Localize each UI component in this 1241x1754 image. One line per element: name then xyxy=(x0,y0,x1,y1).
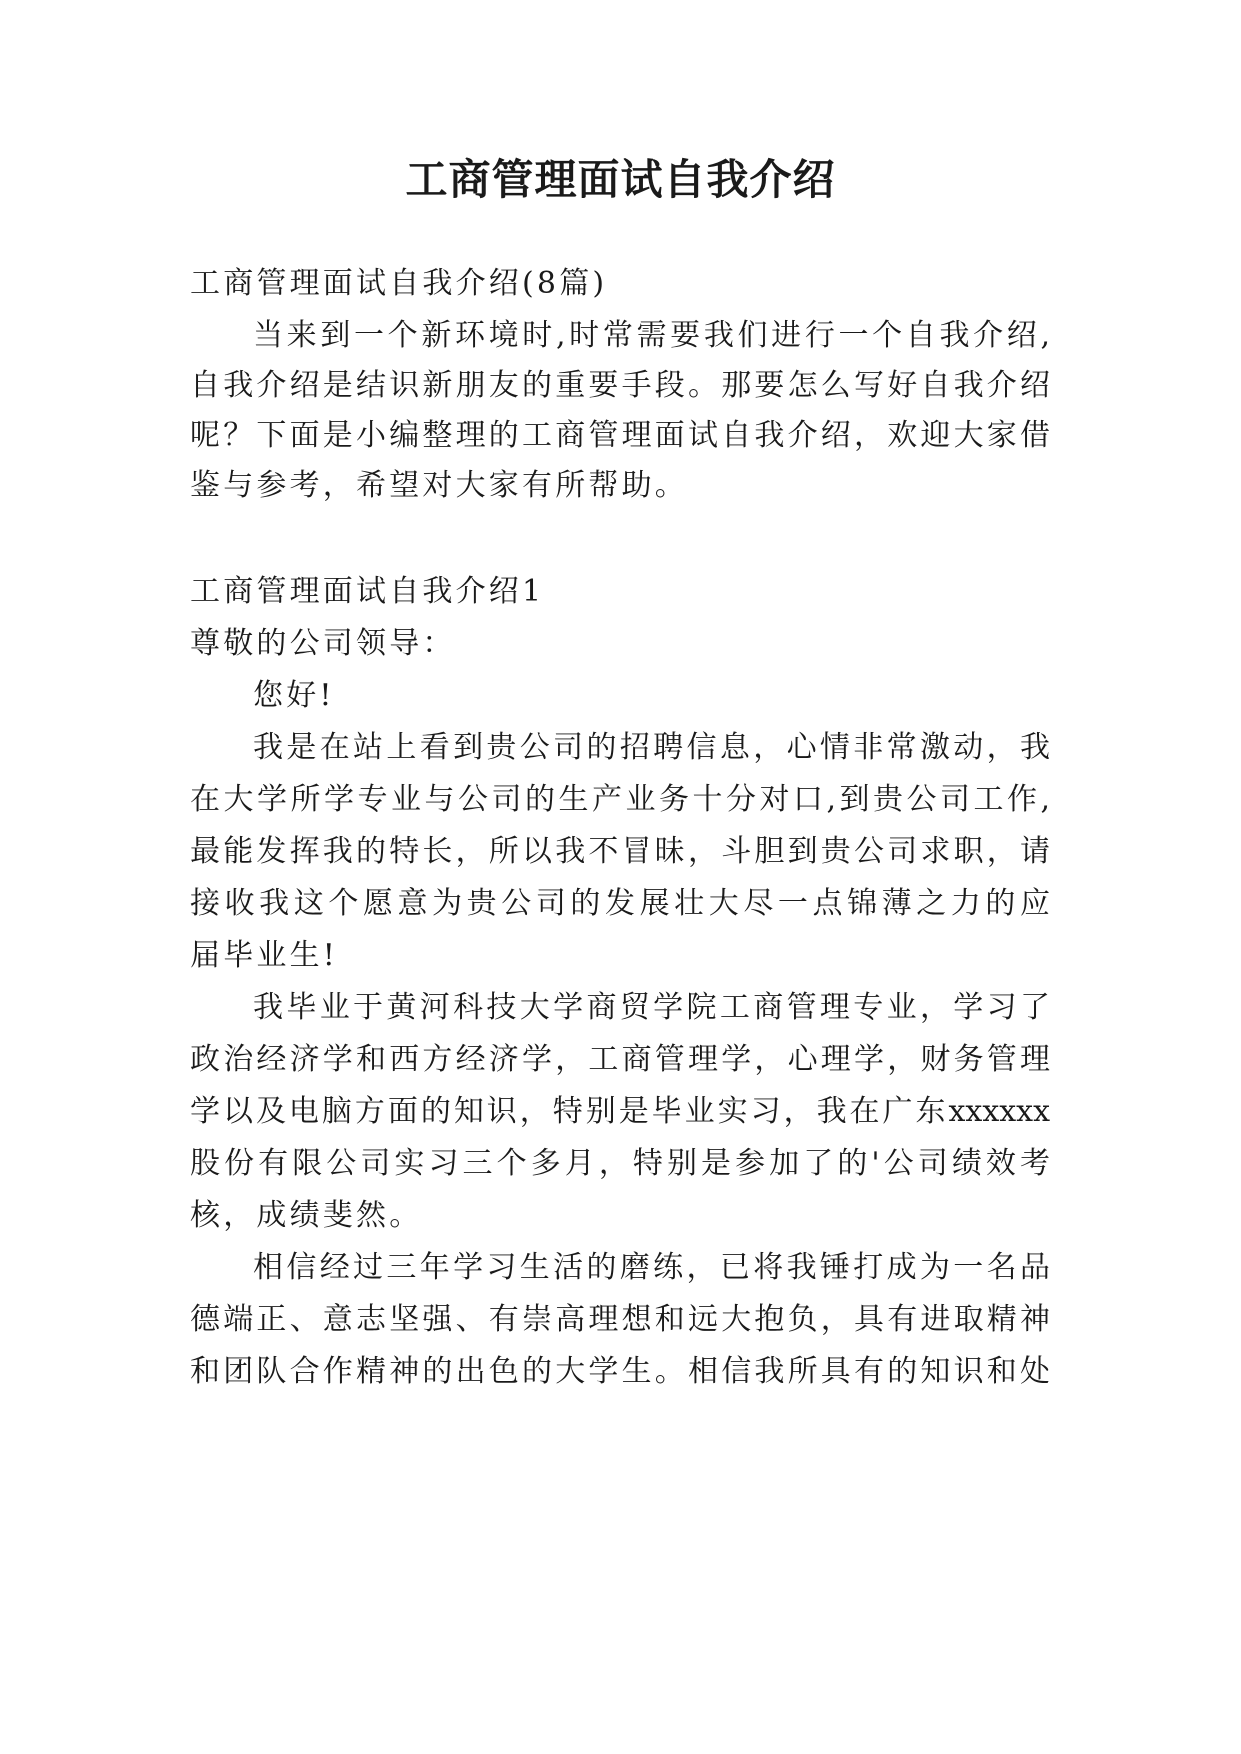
paragraph-line: 相信经过三年学习生活的磨练，已将我锤打成为一名品 xyxy=(253,1250,1050,1285)
paragraph-line: 自我介绍是结识新朋友的重要手段。那要怎么写好自我介绍 xyxy=(190,368,1050,403)
salutation: 尊敬的公司领导： xyxy=(190,626,456,661)
paragraph-line: 届毕业生! xyxy=(190,938,339,973)
paragraph-line: 鉴与参考，希望对大家有所帮助。 xyxy=(190,468,688,503)
paragraph-line: 接收我这个愿意为贵公司的发展壮大尽一点锦薄之力的应 xyxy=(190,886,1050,921)
paragraph-line: 在大学所学专业与公司的生产业务十分对口,到贵公司工作, xyxy=(190,782,1050,817)
paragraph-line: 当来到一个新环境时,时常需要我们进行一个自我介绍, xyxy=(253,318,1050,353)
paragraph-line: 我是在站上看到贵公司的招聘信息，心情非常激动，我 xyxy=(253,730,1050,765)
paragraph-line: 和团队合作精神的出色的大学生。相信我所具有的知识和处 xyxy=(190,1354,1050,1389)
subtitle-line: 工商管理面试自我介绍(8篇) xyxy=(190,266,608,301)
paragraph-line: 股份有限公司实习三个多月，特别是参加了的'公司绩效考 xyxy=(190,1146,1050,1181)
paragraph-line: 德端正、意志坚强、有崇高理想和远大抱负，具有进取精神 xyxy=(190,1302,1050,1337)
document-title: 工商管理面试自我介绍 xyxy=(405,155,836,204)
paragraph-line: 学以及电脑方面的知识，特别是毕业实习，我在广东xxxxxx xyxy=(190,1094,1050,1129)
paragraph-line: 呢？下面是小编整理的工商管理面试自我介绍，欢迎大家借 xyxy=(190,418,1050,453)
paragraph-line: 我毕业于黄河科技大学商贸学院工商管理专业，学习了 xyxy=(253,990,1050,1025)
paragraph-line: 政治经济学和西方经济学，工商管理学，心理学，财务管理 xyxy=(190,1042,1050,1077)
greeting: 您好! xyxy=(253,678,335,713)
paragraph-line: 最能发挥我的特长，所以我不冒昧，斗胆到贵公司求职，请 xyxy=(190,834,1050,869)
paragraph-line: 核，成绩斐然。 xyxy=(190,1198,423,1233)
section-heading: 工商管理面试自我介绍1 xyxy=(190,574,545,609)
